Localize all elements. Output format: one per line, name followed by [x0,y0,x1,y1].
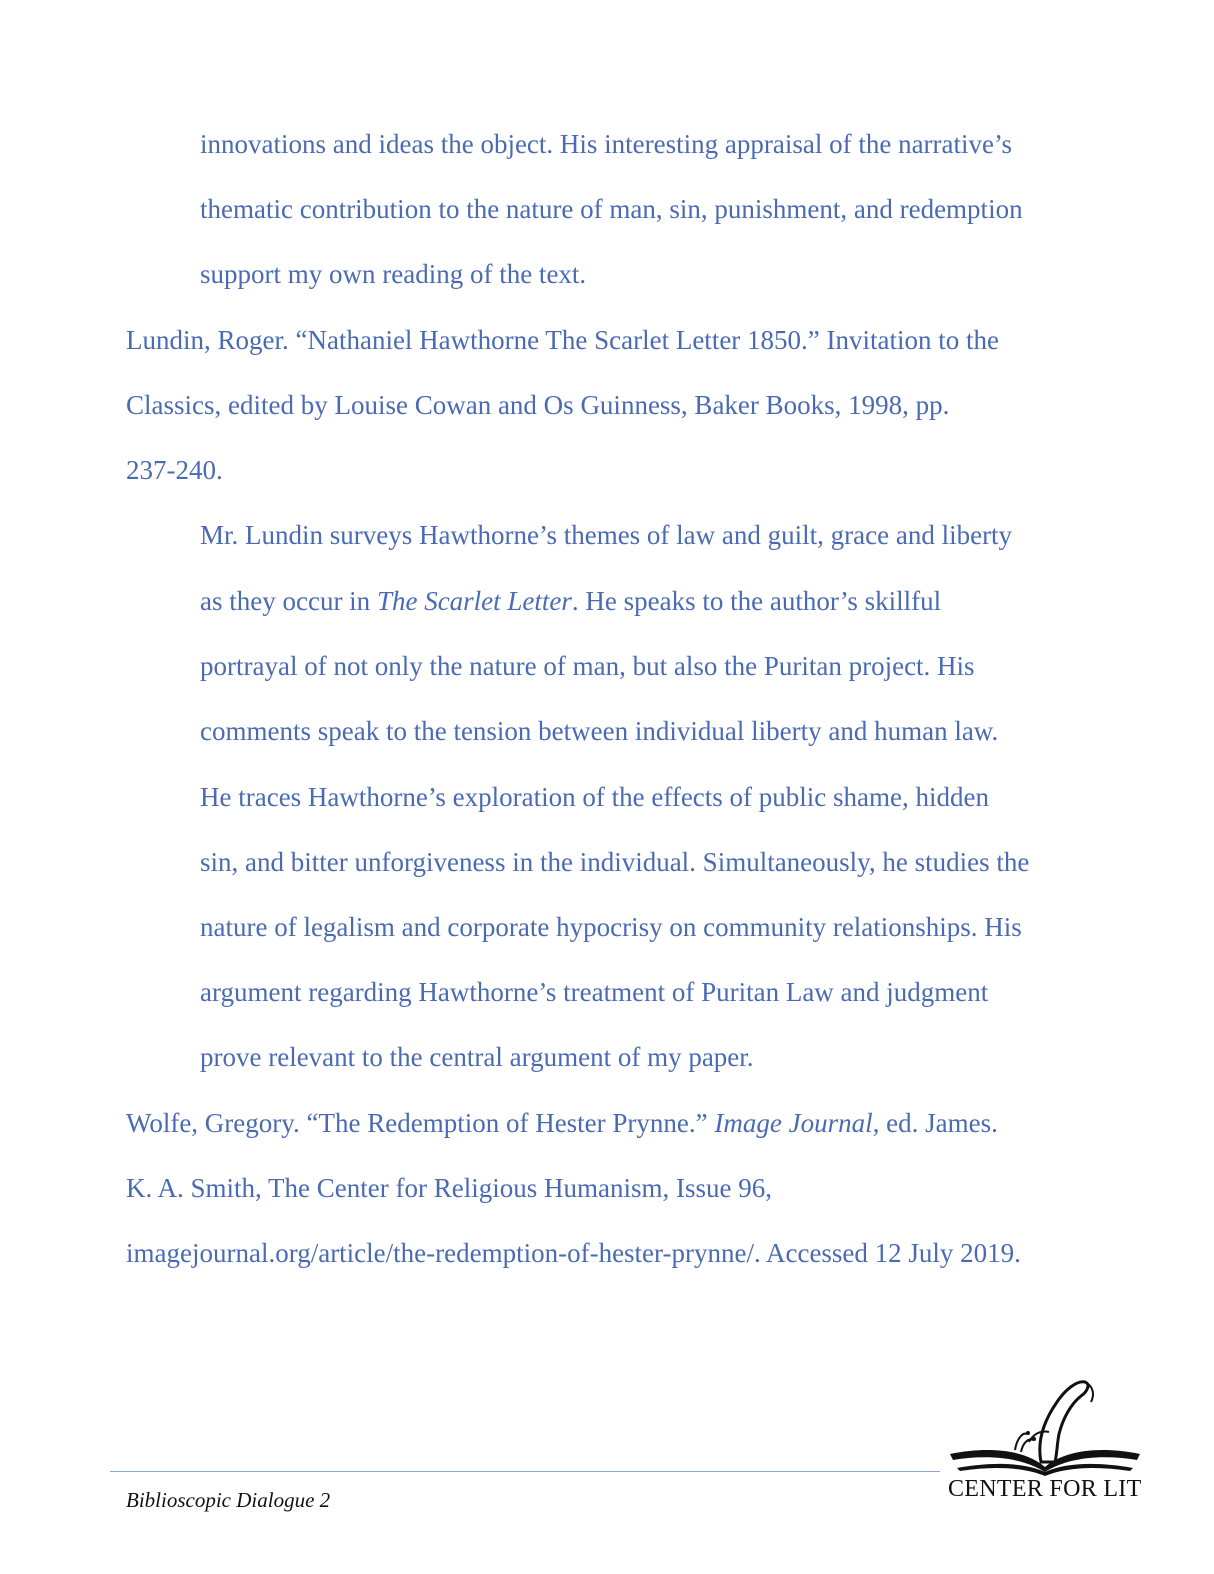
text-segment: Wolfe, Gregory. “The Redemption of Hester Prynne.” [126,1108,715,1138]
journal-title: Image Journal [714,1108,873,1138]
citation-line: Lundin, Roger. “Nathaniel Hawthorne The Scarlet Letter 1850.” Invitation to the [126,325,999,355]
citation-line: imagejournal.org/article/the-redemption-of-hester-prynne/. Accessed 12 July 2019. [126,1238,1021,1268]
citation-line [126,1107,998,1139]
footer-rule [110,1471,940,1472]
book-title: The Scarlet Letter [376,586,572,616]
annotation-line: argument regarding Hawthorne’s treatment of Puritan Law and judgment [200,977,989,1007]
annotation-line [200,585,941,617]
footer-title: Biblioscopic Dialogue 2 [126,1488,331,1512]
annotation-line: Mr. Lundin surveys Hawthorne’s themes of law and guilt, grace and liberty [200,520,1013,550]
annotation-line: comments speak to the tension between individual liberty and human law. [200,716,999,746]
annotation-line: prove relevant to the central argument of my paper. [200,1042,754,1072]
annotation-line: innovations and ideas the object. His interesting appraisal of the narrative’s [200,129,1013,159]
citation-line: 237-240. [126,455,223,485]
text-segment: , ed. James. [872,1108,998,1138]
annotation-line: support my own reading of the text. [200,259,587,289]
citation-line: Classics, edited by Louise Cowan and Os Guinness, Baker Books, 1998, pp. [126,390,950,420]
annotation-line: He traces Hawthorne’s exploration of the effects of public shame, hidden [200,782,989,812]
annotation-line: thematic contribution to the nature of man, sin, punishment, and redemption [200,194,1023,224]
annotation-line: nature of legalism and corporate hypocrisy on community relationships. His [200,912,1022,942]
annotation-line: sin, and bitter unforgiveness in the individual. Simultaneously, he studies the [200,847,1030,877]
citation-line: K. A. Smith, The Center for Religious Humanism, Issue 96, [126,1173,772,1203]
logo-text: CENTER FOR LIT [948,1476,1142,1502]
text-segment: . He speaks to the author’s skillful [571,586,942,616]
annotation-line: portrayal of not only the nature of man, but also the Puritan project. His [200,651,975,681]
text-segment: as they occur in [200,586,377,616]
